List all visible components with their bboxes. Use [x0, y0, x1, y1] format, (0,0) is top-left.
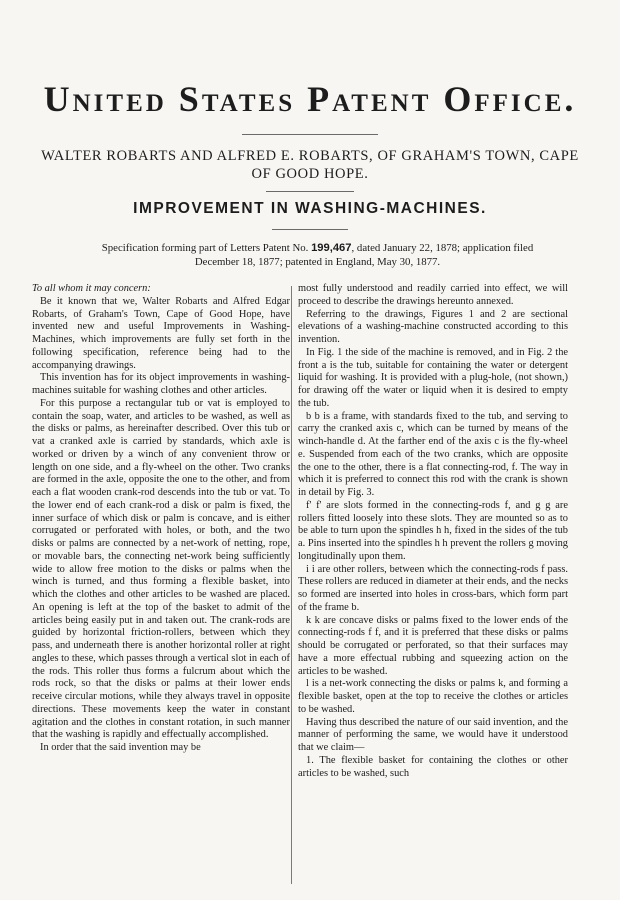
- paragraph: k k are concave disks or palms fixed to the lower ends of the connecting-rods f f, and it is preferred that these disks or palms should be corrugated or perforated, so that their surfaces may have a more effectual rubbing and squeezing action on the articles to be washed.: [298, 614, 568, 677]
- paragraph: This invention has for its object improvements in washing-machines suitable for washing clothes and other articles.: [32, 372, 290, 396]
- spec-prefix: Specification forming part of Letters Patent No.: [101, 242, 309, 254]
- paragraph: In Fig. 1 the side of the machine is removed, and in Fig. 2 the front a is the tub, suitable for containing the water or detergent liquid for washing. It is provided with a plug-hole, (not shown,) for drawing off the water or liquid when it is desired to empty the tub.: [298, 346, 568, 409]
- paragraph: b b is a frame, with standards fixed to the tub, and serving to carry the cranked axis c, which can be turned by means of the winch-handle d. At the farther end of the axis c is the fly-wheel e. Suspended from each of the two cranks, which are opposite the one to the other, there is a flat connecting-rod, f. The way in which it is preferred to connect this rod with the crank is shown in detail by Fig. 3.: [298, 410, 568, 498]
- paragraph: For this purpose a rectangular tub or vat is employed to contain the soap, water, and articles to be washed, as well as the disks or palms, as hereinafter described. Over this tub or vat a cranked axle is carried by standards, which axle is worked or driven by a winch of any convenient throw or length on one side, and a fly-wheel on the other. Two cranks are formed in the axle, opposite the one to the other, and from each a flat wooden crank-rod descends into the tub or vat. To the lower end of each crank-rod a disk or palm is fixed, the inner surface of which disk or palm is concave, and is either corrugated or perforated with holes, or both, and the two disks or palms are connected by a net-work of netting, rope, or movable bars, the connecting net-work being sufficiently wide to allow free motion to the disks or palms when the winch is turned, and thus forming a flexible basket, into which the clothes and other articles to be washed are placed. An opening is left at the top of the basket to admit of the articles being easily put in and taken out. The crank-rods are guided by horizontal friction-rollers, between which they pass, and underneath there is another horizontal roller at right angles to these, which passes through a vertical slot in each of the rods. This roller thus forms a fulcrum about which the rods rock, so that the disks or palms at their lower ends receive circular motions, while they always travel in opposite directions. These movements keep the water in constant agitation and the clothes in constant rotation, in such manner that the washing is rapidly and effectually accomplished.: [32, 397, 290, 741]
- paragraph: l is a net-work connecting the disks or palms k, and forming a flexible basket, open at the top to receive the clothes or articles to be washed.: [298, 678, 568, 715]
- inventors-line-1: WALTER ROBARTS AND ALFRED E. ROBARTS, OF GRAHAM'S TOWN, CAPE: [41, 148, 579, 164]
- specification-line: [45, 242, 590, 269]
- paragraph: 1. The flexible basket for containing the clothes or other articles to be washed, such: [298, 754, 568, 779]
- divider-middle: [266, 191, 354, 192]
- text-column-right: [298, 283, 568, 780]
- salutation: To all whom it may concern:: [32, 283, 151, 294]
- spec-line-2: December 18, 1877; patented in England, May 30, 1877.: [194, 255, 441, 268]
- spec-suffix: , dated January 22, 1878; application filed: [351, 242, 534, 254]
- column-divider: [291, 286, 292, 884]
- paragraph: In order that the said invention may be: [40, 742, 201, 753]
- text-column-left: [32, 283, 290, 755]
- paragraph: most fully understood and readily carried into effect, we will proceed to describe the drawings hereunto annexed.: [298, 283, 568, 307]
- divider-lower: [272, 229, 348, 230]
- divider-top: [242, 134, 378, 135]
- paragraph: f' f' are slots formed in the connecting-rods f, and g g are rollers fitted loosely into these slots. They are mounted so as to be able to turn upon the spindles h h, fixed in the sides of the tub a. Pins inserted into the spindles h h prevent the rollers g moving longitudinally upon them.: [298, 499, 568, 562]
- inventors-line-2: OF GOOD HOPE.: [251, 166, 369, 182]
- paragraph: Having thus described the nature of our said invention, and the manner of performing the same, we would have it understood that we claim—: [298, 716, 568, 753]
- spec-line-1: [45, 242, 590, 256]
- paragraph: Referring to the drawings, Figures 1 and 2 are sectional elevations of a washing-machine constructed according to this invention.: [298, 308, 568, 345]
- paragraph: i i are other rollers, between which the connecting-rods f pass. These rollers are reduced in diameter at their ends, and the necks so formed are inserted into holes in cross-bars, which form part of the frame b.: [298, 563, 568, 613]
- patent-number: 199,467: [311, 242, 352, 254]
- office-title: United States Patent Office.: [43, 79, 577, 119]
- paragraph: Be it known that we, Walter Robarts and Alfred Edgar Robarts, of Graham's Town, Cape of Good Hope, have invented new and useful Improvements in Washing-Machines, which improvements are fully set forth in the following specification, reference being had to the accompanying drawings.: [32, 295, 290, 371]
- invention-title: IMPROVEMENT IN WASHING-MACHINES.: [133, 200, 487, 217]
- inventors-block: [20, 147, 600, 183]
